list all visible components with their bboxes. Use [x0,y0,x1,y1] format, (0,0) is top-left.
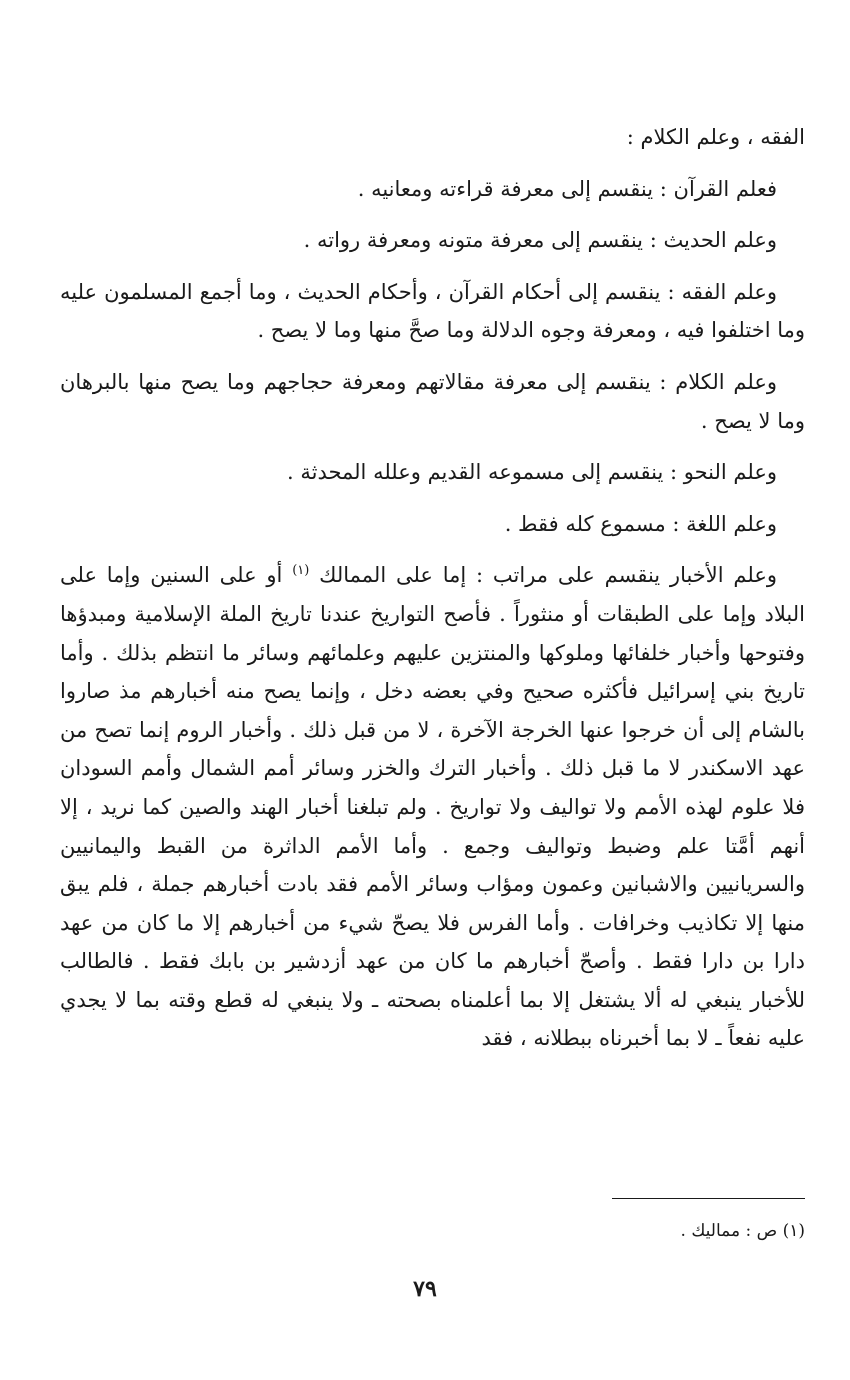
paragraph-hadith: وعلم الحديث : ينقسم إلى معرفة متونه ومعرفة رواته . [303,228,777,253]
paragraph-kalam: وعلم الكلام : ينقسم إلى معرفة مقالاتهم ومعرفة حجاجهم وما يصح منها بالبرهان وما لا يصح . [60,369,805,433]
paragraph-nahw: وعلم النحو : ينقسم إلى مسموعه القديم وعلله المحدثة . [286,460,777,485]
footnote-divider [612,1198,805,1199]
paragraph-lugha: وعلم اللغة : مسموع كله فقط . [504,511,777,536]
page-number: ٧٩ [413,1276,437,1302]
body-text [60,118,805,1058]
paragraph-intro: الفقه ، وعلم الكلام : [626,125,805,149]
footnote-reference: (١) [292,563,310,579]
paragraph-akhbar [60,556,805,1058]
paragraph-quran: فعلم القرآن : ينقسم إلى معرفة قراءته ومعانيه . [357,176,777,201]
akhbar-text-rest: أو على السنين وإما على البلاد وإما على الطبقات أو منثوراً . فأصح التواريخ عندنا تاريخ الملة الإسلامية ومبدؤها وفتوحها وأخبار خلفائها وملوكها والمنتزين عليهم وعلمائهم وسائر ما انتظم بذلك . وأما تاريخ بني إسرائيل فأكثره صحيح وفي بعضه دخل ، وإنما يصح منه أخبارهم مذ صاروا بالشام إلى أن خرجوا عنها الخرجة الآخرة ، لا من قبل ذلك . وأخبار الروم إنما تصح من عهد الاسكندر لا ما قبل ذلك . وأخبار الترك والخزر وسائر أمم الشمال وأمم السودان فلا علوم لهذه الأمم ولا تواليف ولا تواريخ . ولم تبلغنا أخبار الهند والصين كما نريد ، إلا أنهم أمَّتا علم وضبط وتواليف وجمع . وأما الأمم الداثرة من القبط واليمانيين والسريانيين والاشبانين وعمون ومؤاب وسائر الأمم فقد بادت أخبارهم جملة ، فلم يبق منها إلا تكاذيب وخرافات . وأما الفرس فلا يصحّ شيء من أخبارهم إلا ما كان من عهد دارا بن دارا فقط . وأصحّ أخبارهم ما كان من عهد أزدشير بن بابك فقط . فالطالب للأخبار ينبغي له ألا يشتغل إلا بما أعلمناه بصحته ـ ولا ينبغي له قطع وقته بما لا يجدي عليه نفعاً ـ لا بما أخبرناه ببطلانه ، فقد [60,563,805,1051]
akhbar-text-start: وعلم الأخبار ينقسم على مراتب : إما على الممالك [319,563,777,588]
paragraph-fiqh: وعلم الفقه : ينقسم إلى أحكام القرآن ، وأحكام الحديث ، وما أجمع المسلمون عليه وما اختلفوا فيه ، ومعرفة وجوه الدلالة وما صحَّ منها وما لا يصح . [60,279,805,343]
footnote: (١) ص : مماليك . [680,1221,805,1241]
